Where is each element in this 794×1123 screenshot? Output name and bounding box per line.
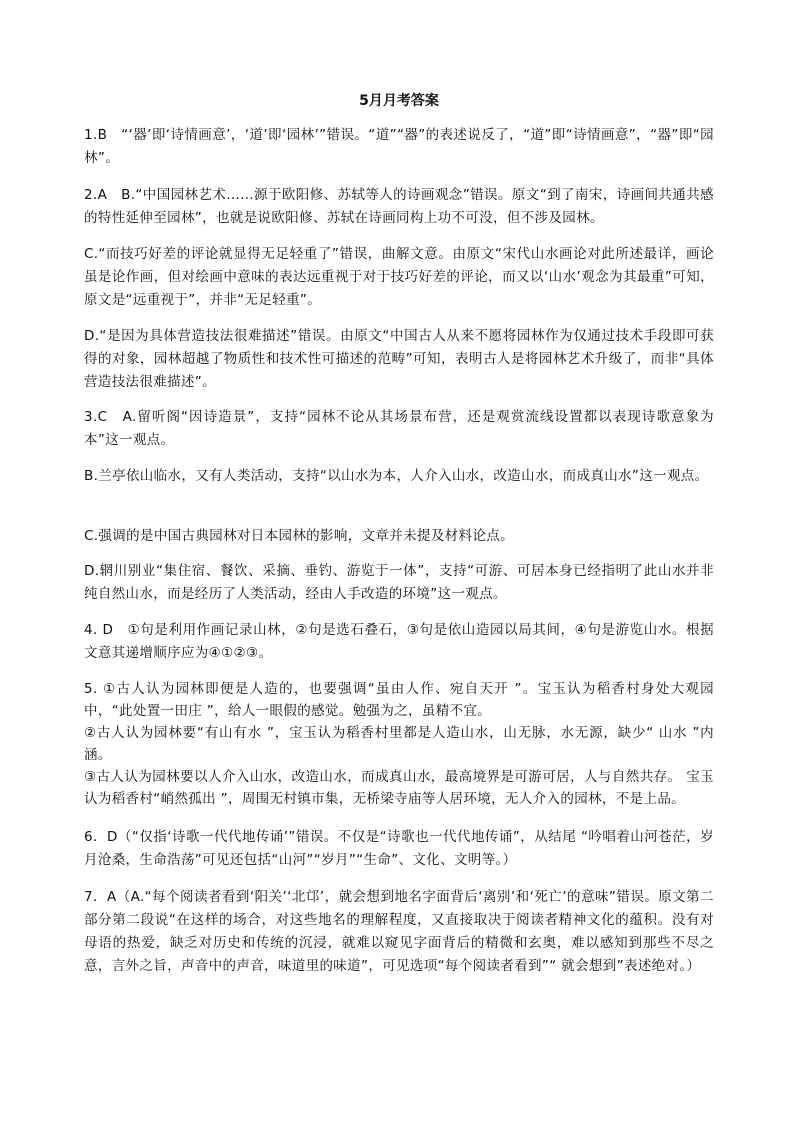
answer-3-option-c: C.强调的是中国古典园林对日本园林的影响，文章并未提及材料论点。: [84, 528, 514, 544]
answer-2-option-c: C.“而技巧好差的评论就显得无足轻重了”错误，曲解文意。由原文“宋代山水画论对此所述最详，画论虽是论作画，但对绘画中意味的表达远重视于对于技巧好差的评论，而又以‘山水’观念为其最重”可知，原文是“远重视于”，并非“无足轻重”。: [84, 246, 714, 308]
answer-5-point-1: 5. ①古人认为园林即便是人造的，也要强调“虽由人作、宛自天开 ”。宝玉认为稻香村身处大观园中，“此处置一田庄 ”，给人一眼假的感觉。勉强为之，虽精不宜。: [84, 681, 714, 719]
answer-sheet-page: [84, 0, 714, 1123]
answer-7: 7．A（A.“每个阅读者看到‘阳关’‘北邙’，就会想到地名字面背后‘离别’和‘死亡’的意味”错误。原文第二部分第二段说“在这样的场合，对这些地名的理解程度，又直接取决于阅读者精神文化的蕴积。没有对母语的热爱，缺乏对历史和传统的沉浸，就难以窥见字面背后的精微和玄奥，难以感知到那些不尽之意，言外之旨，声音中的声音，味道里的味道”，可见选项“每个阅读者看到”“ 就会想到”表述绝对。）: [84, 889, 714, 974]
answer-2: 2.A B.“中国园林艺术……源于欧阳修、苏轼等人的诗画观念”错误。原文“到了南宋，诗画间共通共感的特性延伸至园林”，也就是说欧阳修、苏轼在诗画同构上功不可没，但不涉及园林。: [84, 187, 714, 226]
answer-1: 1.B “‘器’即‘诗情画意’，‘道’即‘园林’”错误。“道”“器”的表述说反了，“道”即“诗情画意”，“器”即“园林”。: [84, 127, 714, 166]
answer-3-option-b: B.兰亭依山临水，又有人类活动，支持“以山水为本，人介入山水，改造山水，而成真山水”这一观点。: [84, 468, 709, 484]
answer-4: 4. D ①句是利用作画记录山林，②句是选石叠石，③句是依山造园以局其间，④句是游览山水。根据文意其递增顺序应为④①②③。: [84, 622, 714, 661]
answer-5-point-2: ②古人认为园林要“有山有水 ”，宝玉认为稻香村里都是人造山水，山无脉，水无源，缺少“ 山水 ”内涵。: [84, 725, 714, 763]
answer-3: 3.C A.留听阁“因诗造景”，支持“园林不论从其场景布营，还是观赏流线设置都以表现诗歌意象为本”这一观点。: [84, 409, 714, 448]
answer-6: 6．D（“仅指‘诗歌一代代地传诵’”错误。不仅是“诗歌也一代代地传诵”，从结尾 “吟唱着山河苍茫，岁月沧桑，生命浩荡”可见还包括“山河”“岁月”“生命”、文化、文明等。）: [84, 829, 714, 868]
answer-2-option-d: D.“是因为具体营造技法很难描述”错误。由原文“中国古人从来不愿将园林作为仅通过技术手段即可获得的对象，园林超越了物质性和技术性可描述的范畴”可知，表明古人是将园林艺术升级了，而非“具体营造技法很难描述”。: [84, 328, 714, 390]
answer-3-option-d: D.辋川别业“集住宿、餐饮、采摘、垂钓、游览于一体”，支持“可游、可居本身已经指明了此山水并非纯自然山水，而是经历了人类活动，经由人手改造的环境”这一观点。: [84, 563, 714, 602]
answer-5-point-3: ③古人认为园林要以人介入山水，改造山水，而成真山水，最高境界是可游可居，人与自然共存。 宝玉认为稻香村“峭然孤出 ”，周围无村镇市集，无桥梁寺庙等人居环境，无人介入的园林，不是上品。: [84, 769, 714, 807]
page-title: 5月月考答案: [359, 93, 439, 109]
